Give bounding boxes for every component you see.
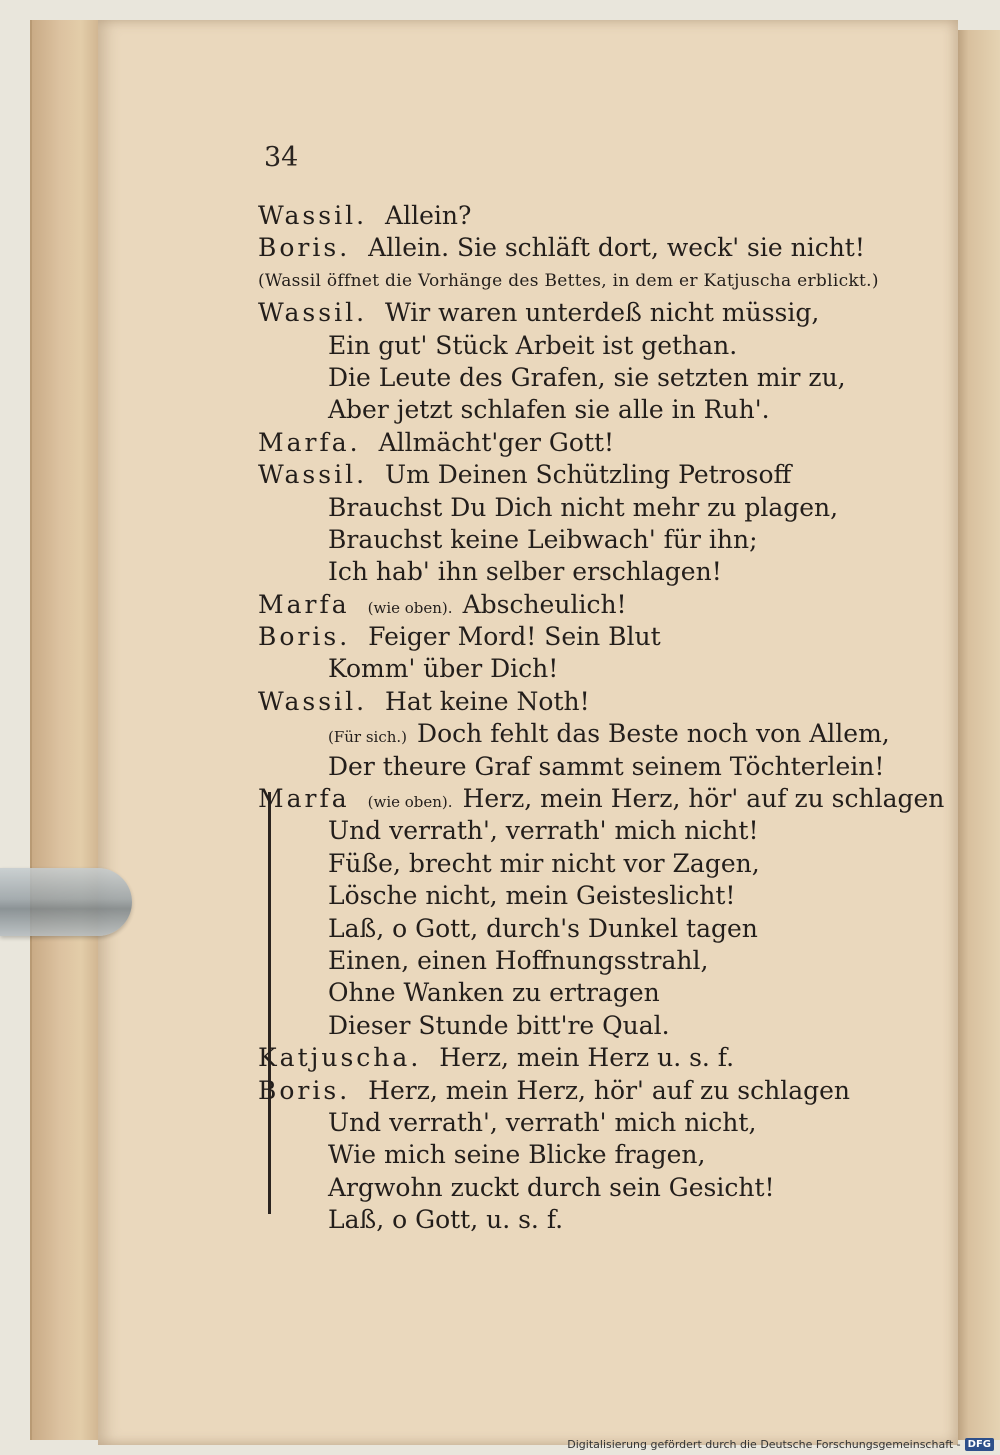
speaker-name: Boris. [258, 622, 351, 652]
text-line [258, 1075, 908, 1107]
text-line [258, 1139, 908, 1171]
inline-stage-direction: (Für sich.) [328, 728, 408, 747]
verse-line: Brauchst Du Dich nicht mehr zu plagen, [328, 492, 839, 522]
spoken-text: Hat keine Noth! [385, 686, 590, 716]
text-line [258, 556, 908, 588]
text-line [258, 880, 908, 912]
page-holder-clip [0, 868, 132, 936]
verse-line: Wie mich seine Blicke fragen, [328, 1140, 706, 1170]
text-line [258, 977, 908, 1009]
book-edge-right [955, 30, 1000, 1440]
speaker-name: Marfa [258, 589, 350, 619]
text-line [258, 589, 908, 621]
verse-line: Laß, o Gott, durch's Dunkel tagen [328, 913, 758, 943]
verse-line: Komm' über Dich! [328, 654, 559, 684]
text-line [258, 362, 908, 394]
speaker-name: Marfa [258, 784, 350, 814]
speaker-name: Boris. [258, 233, 351, 263]
text-line [258, 492, 908, 524]
spoken-text: Herz, mein Herz, hör' auf zu schlagen [368, 1075, 851, 1105]
spoken-text: Allein. Sie schläft dort, weck' sie nicht! [368, 233, 865, 263]
speaker-name: Katjuscha. [258, 1043, 422, 1073]
verse-line: Ohne Wanken zu ertragen [328, 978, 660, 1008]
text-line [258, 751, 908, 783]
text-line [258, 1107, 908, 1139]
verse-line: Doch fehlt das Beste noch von Allem, [417, 719, 890, 749]
text-line [258, 427, 908, 459]
digitization-footer [567, 1438, 994, 1451]
text-line [258, 232, 908, 264]
spoken-text: Feiger Mord! Sein Blut [368, 622, 661, 652]
verse-line: Laß, o Gott, u. s. f. [328, 1205, 564, 1235]
text-line [258, 686, 908, 718]
text-line [258, 330, 908, 362]
text-line [258, 200, 908, 232]
text-line [258, 621, 908, 653]
verse-line: Die Leute des Grafen, sie setzten mir zu, [328, 362, 846, 392]
spoken-text: Herz, mein Herz, hör' auf zu schlagen [462, 784, 945, 814]
text-line [258, 783, 945, 815]
text-line [258, 1042, 908, 1074]
speaker-name: Wassil. [258, 201, 368, 230]
verse-line: Und verrath', verrath' mich nicht! [328, 816, 759, 846]
speaker-name: Marfa. [258, 427, 361, 457]
dfg-logo-icon: DFG [965, 1438, 994, 1451]
text-line [258, 297, 908, 329]
text-line [258, 265, 908, 297]
text-line [258, 653, 908, 685]
play-text [258, 200, 945, 1237]
spoken-text: Abscheulich! [462, 589, 627, 619]
text-line [258, 913, 908, 945]
text-line [258, 1172, 908, 1204]
text-line [258, 394, 908, 426]
page-number: 34 [264, 142, 299, 173]
text-line [258, 459, 908, 491]
verse-line: Und verrath', verrath' mich nicht, [328, 1107, 757, 1137]
text-line [258, 1010, 908, 1042]
verse-line: Dieser Stunde bitt're Qual. [328, 1010, 670, 1040]
speaker-name: Wassil. [258, 460, 368, 490]
verse-line: Argwohn zuckt durch sein Gesicht! [328, 1172, 775, 1202]
verse-line: Der theure Graf sammt seinem Töchterlein! [328, 751, 885, 781]
speaker-name: Boris. [258, 1075, 351, 1105]
verse-line: Aber jetzt schlafen sie alle in Ruh'. [328, 395, 770, 425]
spoken-text: Allmächt'ger Gott! [378, 427, 615, 457]
verse-line: Ich hab' ihn selber erschlagen! [328, 557, 722, 587]
spoken-text: Um Deinen Schützling Petrosoff [385, 460, 792, 490]
inline-stage-direction: (wie oben). [367, 598, 453, 617]
spoken-text: Herz, mein Herz u. s. f. [439, 1043, 735, 1073]
verse-line: Ein gut' Stück Arbeit ist gethan. [328, 330, 738, 360]
verse-line: Brauchst keine Leibwach' für ihn; [328, 524, 758, 554]
text-line [258, 815, 908, 847]
text-line [258, 848, 908, 880]
text-line [258, 1204, 908, 1236]
verse-line: Einen, einen Hoffnungsstrahl, [328, 945, 709, 975]
speaker-name: Wassil. [258, 298, 368, 328]
inline-stage-direction: (wie oben). [367, 793, 453, 812]
text-line [258, 524, 908, 556]
stage-direction: (Wassil öffnet die Vorhänge des Bettes, in dem er Katjuscha erblickt.) [258, 270, 879, 291]
verse-line: Lösche nicht, mein Geisteslicht! [328, 881, 736, 911]
speaker-name: Wassil. [258, 686, 368, 716]
spoken-text: Allein? [385, 201, 472, 230]
book-edge-left [30, 20, 102, 1440]
verse-line: Füße, brecht mir nicht vor Zagen, [328, 848, 760, 878]
footer-credit: Digitalisierung gefördert durch die Deutsche Forschungsgemeinschaft - [567, 1438, 961, 1451]
spoken-text: Wir waren unterdeß nicht müssig, [385, 298, 820, 328]
text-line [258, 718, 908, 750]
text-line [258, 945, 908, 977]
